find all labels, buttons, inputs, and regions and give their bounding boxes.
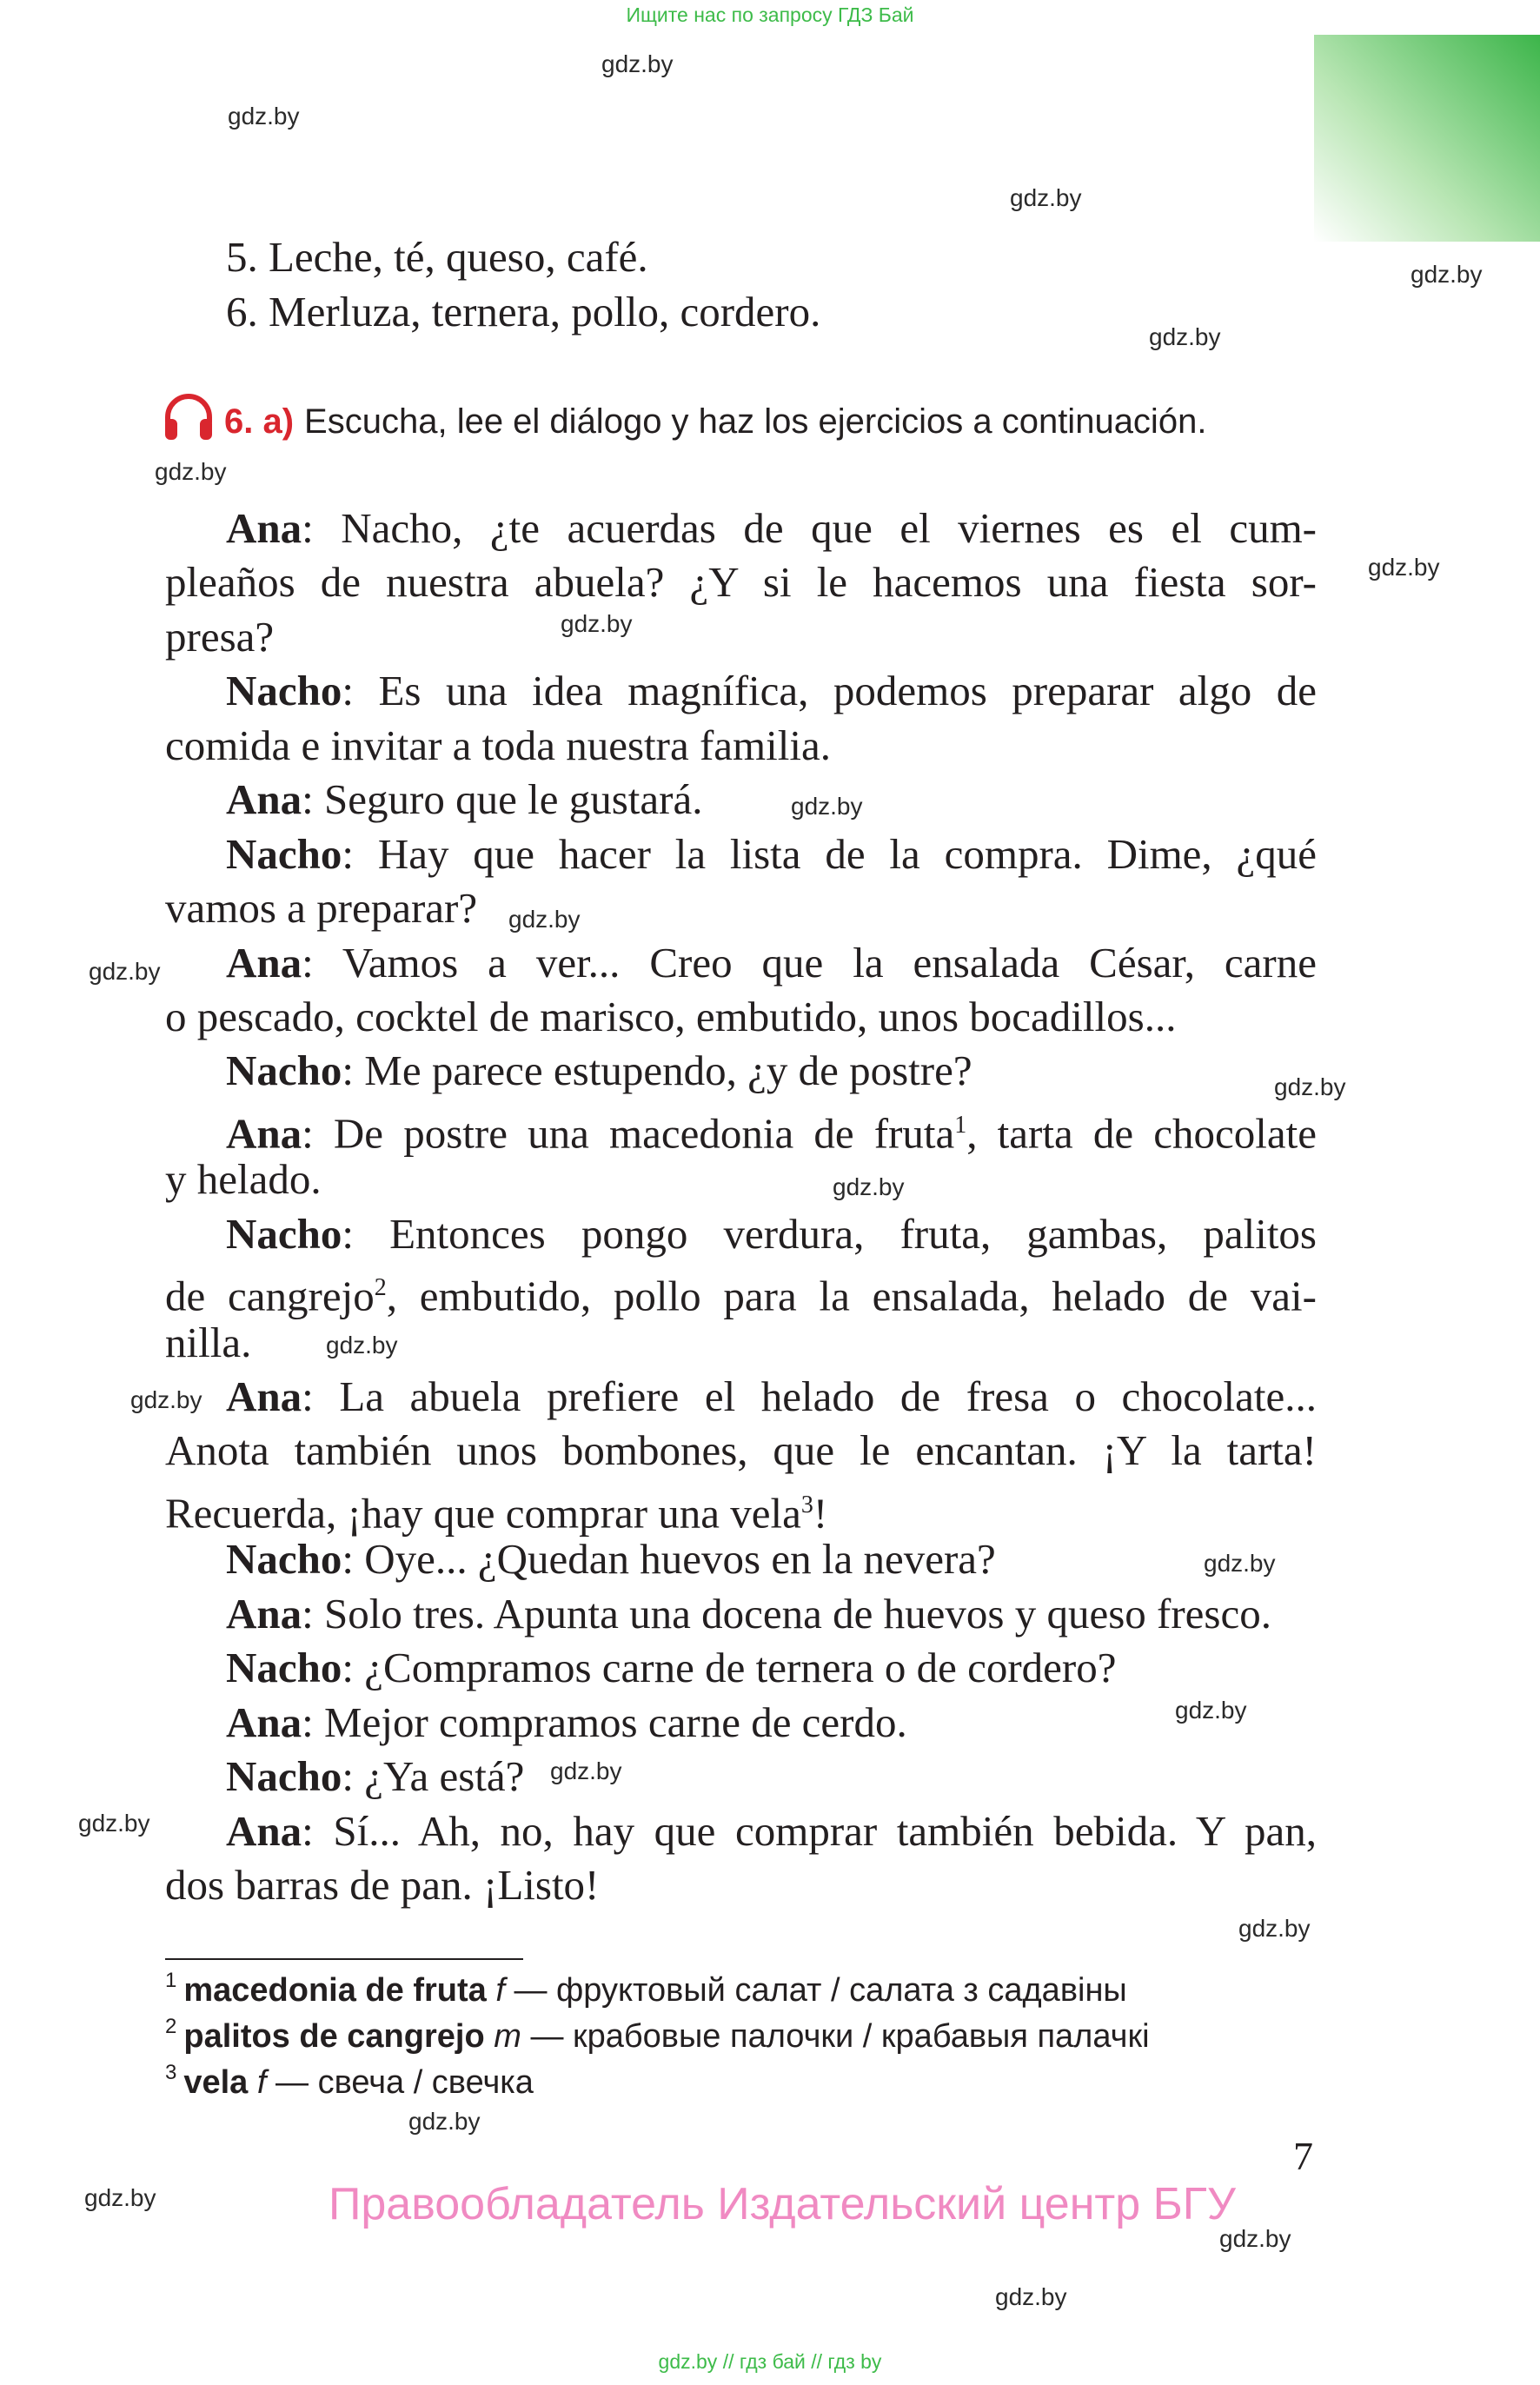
footnote-number: 1 xyxy=(165,1969,177,1992)
footnote-ref: 1 xyxy=(954,1111,967,1139)
footnote-translation: — крабовые палочки / крабавыя палачкі xyxy=(521,2018,1150,2055)
page-number: 7 xyxy=(1293,2134,1313,2178)
exercise-number: 6. a) xyxy=(224,402,295,441)
watermark: gdz.by xyxy=(1010,184,1082,211)
footnote-term: macedonia de fruta xyxy=(183,1972,487,2009)
speaker-name: Ana xyxy=(226,504,302,552)
footnote-number: 3 xyxy=(165,2061,177,2084)
watermark: gdz.by xyxy=(1219,2225,1291,2252)
speaker-separator: : xyxy=(302,504,314,552)
speaker-name: Nacho xyxy=(226,1644,342,1692)
footnote-2 xyxy=(165,2015,1150,2056)
watermark: gdz.by xyxy=(1411,261,1483,288)
speaker-name: Nacho xyxy=(226,1046,342,1095)
dialogue-text: de cangrejo xyxy=(165,1272,375,1320)
speaker-name: Ana xyxy=(226,1806,302,1855)
watermark: gdz.by xyxy=(1149,323,1221,350)
dialogue-text: Oye... ¿Quedan huevos en la nevera? xyxy=(354,1535,996,1584)
watermark: gdz.by xyxy=(833,1173,905,1200)
dialogue-line xyxy=(165,1424,1317,1478)
dialogue-line xyxy=(165,664,1317,718)
dialogue-line xyxy=(165,1261,1317,1323)
footnote-divider xyxy=(165,1958,523,1960)
dialogue-line xyxy=(165,1587,1317,1641)
speaker-name: Nacho xyxy=(226,1209,342,1258)
footnote-1 xyxy=(165,1969,1127,2010)
speaker-separator: : xyxy=(342,1644,355,1692)
watermark: gdz.by xyxy=(78,1810,150,1837)
watermark: gdz.by xyxy=(408,2108,481,2135)
dialogue-text: Anota también unos bombones, que le encantan. ¡Y la tarta! xyxy=(165,1426,1317,1475)
watermark: gdz.by xyxy=(84,2184,156,2211)
speaker-separator: : xyxy=(302,1372,314,1421)
corner-gradient-decoration xyxy=(1314,35,1540,242)
speaker-separator: : xyxy=(302,1697,314,1746)
headphones-icon xyxy=(162,393,216,450)
speaker-name: Nacho xyxy=(226,1752,342,1801)
footnote-gender: m xyxy=(494,2018,521,2055)
dialogue-line xyxy=(165,502,1317,555)
speaker-name: Nacho xyxy=(226,1535,342,1584)
dialogue-text-after: , tarta de chocolate xyxy=(966,1109,1317,1158)
dialogue-line xyxy=(165,1858,1317,1912)
footnote-gender: f xyxy=(256,2064,267,2101)
previous-item-6: 6. Merluza, ternera, pollo, cordero. xyxy=(226,288,821,335)
exercise-header xyxy=(162,393,1206,450)
rights-holder: Правообладатель Издательский центр БГУ xyxy=(329,2179,1236,2229)
dialogue-text: ¿Ya está? xyxy=(354,1752,525,1801)
dialogue-text: Vamos a ver... Creo que la ensalada César, carne xyxy=(313,938,1317,987)
speaker-separator: : xyxy=(302,938,314,987)
dialogue-text: Nacho, ¿te acuerdas de que el viernes es el cum- xyxy=(313,504,1317,552)
dialogue-line xyxy=(165,1153,1317,1206)
dialogue-text: Entonces pongo verdura, fruta, gambas, palitos xyxy=(354,1209,1317,1258)
footnote-3 xyxy=(165,2061,534,2102)
dialogue-line xyxy=(165,1750,1317,1804)
dialogue-text: Sí... Ah, no, hay que comprar también bebida. Y pan, xyxy=(313,1806,1317,1855)
watermark: gdz.by xyxy=(1368,554,1440,581)
speaker-name: Ana xyxy=(226,1372,302,1421)
footnote-gender: f xyxy=(495,1972,505,2009)
previous-item-5: 5. Leche, té, queso, café. xyxy=(226,233,648,281)
speaker-name: Ana xyxy=(226,1109,302,1158)
speaker-name: Nacho xyxy=(226,829,342,878)
dialogue-text: o pescado, cocktel de marisco, embutido, unos bocadillos... xyxy=(165,992,1177,1040)
dialogue-text: Mejor compramos carne de cerdo. xyxy=(313,1697,907,1746)
footnote-translation: — фруктовый салат / салата з садавіны xyxy=(504,1972,1127,2009)
footnote-number: 2 xyxy=(165,2015,177,2038)
dialogue-line xyxy=(165,827,1317,881)
footnote-term: palitos de cangrejo xyxy=(183,2018,485,2055)
dialogue-text: ¿Compramos carne de ternera o de cordero? xyxy=(354,1644,1117,1692)
dialogue-text: Solo tres. Apunta una docena de huevos y queso fresco. xyxy=(313,1589,1272,1638)
footnote-ref: 3 xyxy=(800,1491,813,1518)
dialogue-line xyxy=(165,1099,1317,1160)
speaker-separator: : xyxy=(342,829,355,878)
watermark: gdz.by xyxy=(561,610,633,637)
dialogue-line xyxy=(165,719,1317,773)
dialogue-line xyxy=(165,990,1317,1044)
watermark: gdz.by xyxy=(1204,1550,1276,1577)
dialogue-line xyxy=(165,1370,1317,1424)
footnote-ref: 2 xyxy=(374,1274,387,1302)
watermark: gdz.by xyxy=(508,906,581,933)
top-search-note: Ищите нас по запросу ГДЗ Бай xyxy=(626,3,914,26)
watermark: gdz.by xyxy=(1274,1073,1346,1100)
exercise-instruction: Escucha, lee el diálogo y haz los ejercicios a continuación. xyxy=(304,402,1207,441)
dialogue-line xyxy=(165,1044,1317,1098)
bottom-links: gdz.by // гдз бай // гдз by xyxy=(658,2350,882,2373)
dialogue-text: vamos a preparar? xyxy=(165,884,478,933)
dialogue-text: Seguro que le gustará. xyxy=(313,775,703,824)
watermark: gdz.by xyxy=(228,103,300,130)
watermark: gdz.by xyxy=(601,50,674,77)
speaker-separator: : xyxy=(302,1109,314,1158)
watermark: gdz.by xyxy=(155,458,227,485)
dialogue-line xyxy=(165,1804,1317,1858)
dialogue-text: presa? xyxy=(165,612,275,661)
speaker-separator: : xyxy=(342,1046,355,1095)
watermark: gdz.by xyxy=(791,793,863,820)
speaker-separator: : xyxy=(342,667,355,715)
speaker-name: Nacho xyxy=(226,667,342,715)
speaker-separator: : xyxy=(342,1209,355,1258)
dialogue-text: Me parece estupendo, ¿y de postre? xyxy=(354,1046,972,1095)
speaker-separator: : xyxy=(302,1589,314,1638)
footnote-term: vela xyxy=(183,2064,249,2101)
dialogue-line xyxy=(165,1207,1317,1261)
watermark: gdz.by xyxy=(130,1386,202,1413)
dialogue-line xyxy=(165,1532,1317,1586)
watermark: gdz.by xyxy=(1175,1697,1247,1724)
dialogue-line xyxy=(165,1478,1317,1540)
dialogue-text: La abuela prefiere el helado de fresa o chocolate... xyxy=(313,1372,1317,1421)
speaker-name: Ana xyxy=(226,1589,302,1638)
dialogue-line xyxy=(165,936,1317,990)
dialogue-text: y helado. xyxy=(165,1155,322,1204)
dialogue-text: Es una idea magnífica, podemos preparar algo de xyxy=(354,667,1317,715)
dialogue-text: De postre una macedonia de fruta xyxy=(313,1109,955,1158)
dialogue-text-after: , embutido, pollo para la ensalada, helado de vai- xyxy=(386,1272,1317,1320)
dialogue-text: comida e invitar a toda nuestra familia. xyxy=(165,721,832,769)
speaker-name: Ana xyxy=(226,1697,302,1746)
watermark: gdz.by xyxy=(1238,1915,1311,1942)
watermark: gdz.by xyxy=(326,1332,398,1359)
dialogue-line xyxy=(165,1696,1317,1750)
watermark: gdz.by xyxy=(89,958,161,985)
speaker-name: Ana xyxy=(226,938,302,987)
dialogue-text: Recuerda, ¡hay que comprar una vela xyxy=(165,1489,801,1538)
watermark: gdz.by xyxy=(995,2283,1067,2310)
dialogue-line xyxy=(165,610,1317,664)
dialogue-text: nilla. xyxy=(165,1318,252,1366)
dialogue-line xyxy=(165,555,1317,609)
dialogue-text-after: ! xyxy=(813,1489,828,1538)
speaker-separator: : xyxy=(302,1806,314,1855)
dialogue-line xyxy=(165,773,1317,827)
watermark: gdz.by xyxy=(550,1757,622,1784)
dialogue-text: Hay que hacer la lista de la compra. Dime, ¿qué xyxy=(354,829,1317,878)
speaker-separator: : xyxy=(342,1535,355,1584)
dialogue-text: pleaños de nuestra abuela? ¿Y si le hacemos una fiesta sor- xyxy=(165,558,1317,607)
dialogue-text: dos barras de pan. ¡Listo! xyxy=(165,1861,600,1909)
speaker-separator: : xyxy=(302,775,314,824)
footnote-translation: — свеча / свечка xyxy=(266,2064,534,2101)
speaker-separator: : xyxy=(342,1752,355,1801)
dialogue-line xyxy=(165,1641,1317,1695)
speaker-name: Ana xyxy=(226,775,302,824)
dialogue-line xyxy=(165,881,1317,935)
